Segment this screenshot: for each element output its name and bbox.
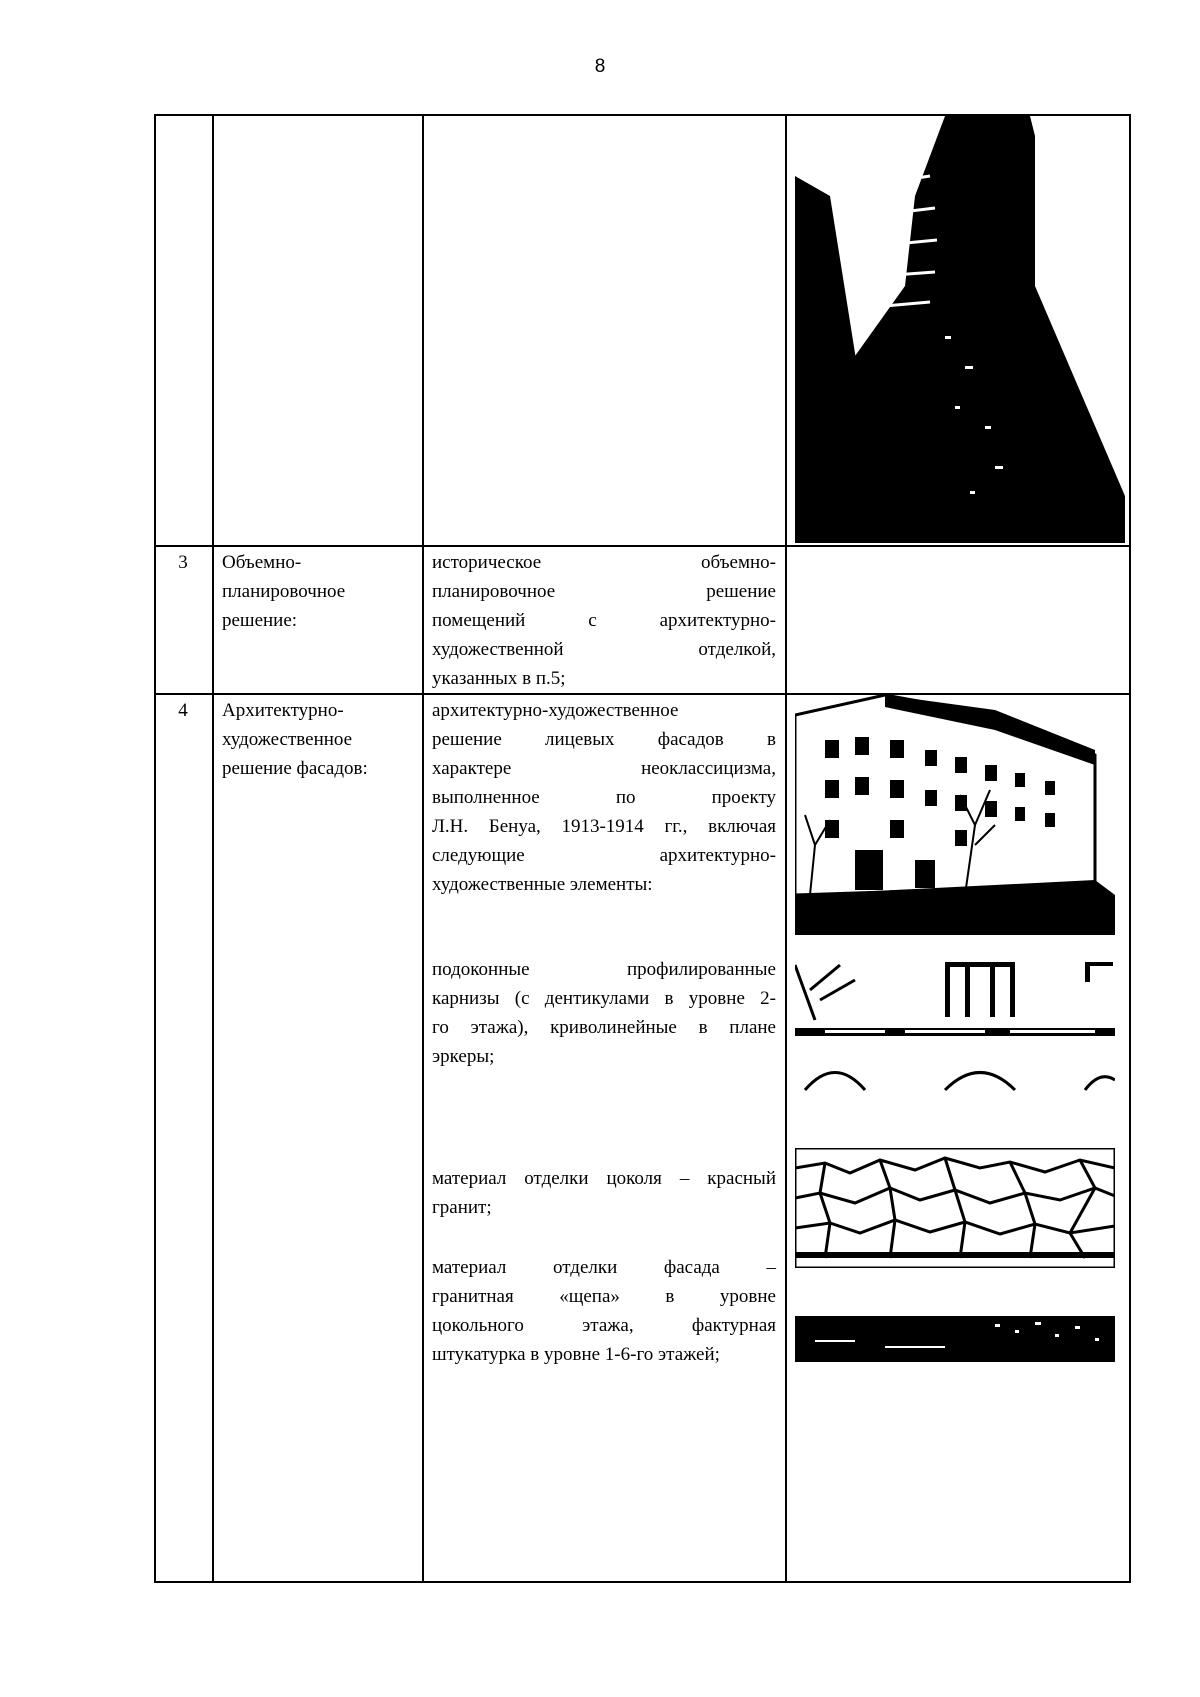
page-number: 8: [594, 56, 606, 77]
row-3-label: Объемно- планировочное решение:: [222, 552, 346, 631]
granite-plinth-photo: [795, 1148, 1115, 1268]
row-3-number: 3: [178, 552, 188, 573]
row-4-number: 4: [178, 700, 188, 721]
row-4-block-facade-material: материал отделки фасада – гранитная «щепа» в уровне цокольного этажа, фактурная штукатурка в уровне 1-6-го этажей;: [432, 1257, 776, 1365]
cornice-bay-window-photo: [795, 960, 1115, 1100]
row-4-block-cornices: подоконные профилированные карнизы (с дентикулами в уровне 2- го этажа), криволинейные в плане эркеры;: [432, 959, 776, 1067]
corridor-photo: [795, 116, 1125, 543]
facade-texture-photo: [795, 1310, 1115, 1362]
row-4-label: Архитектурно- художественное решение фасадов:: [222, 700, 368, 779]
building-facade-photo: [795, 695, 1115, 935]
row-3-description: историческое объемно- планировочное решение помещений с архитектурно- художественной отделкой, указанных в п.5;: [432, 552, 776, 689]
row-4-block-plinth: материал отделки цоколя – красный гранит;: [432, 1168, 776, 1218]
row-4-block-facade-intro: архитектурно-художественное решение лицевых фасадов в характере неоклассицизма, выполненное по проекту Л.Н. Бенуа, 1913-1914 гг., включая следующие архитектурно- художественные элементы:: [432, 700, 776, 895]
